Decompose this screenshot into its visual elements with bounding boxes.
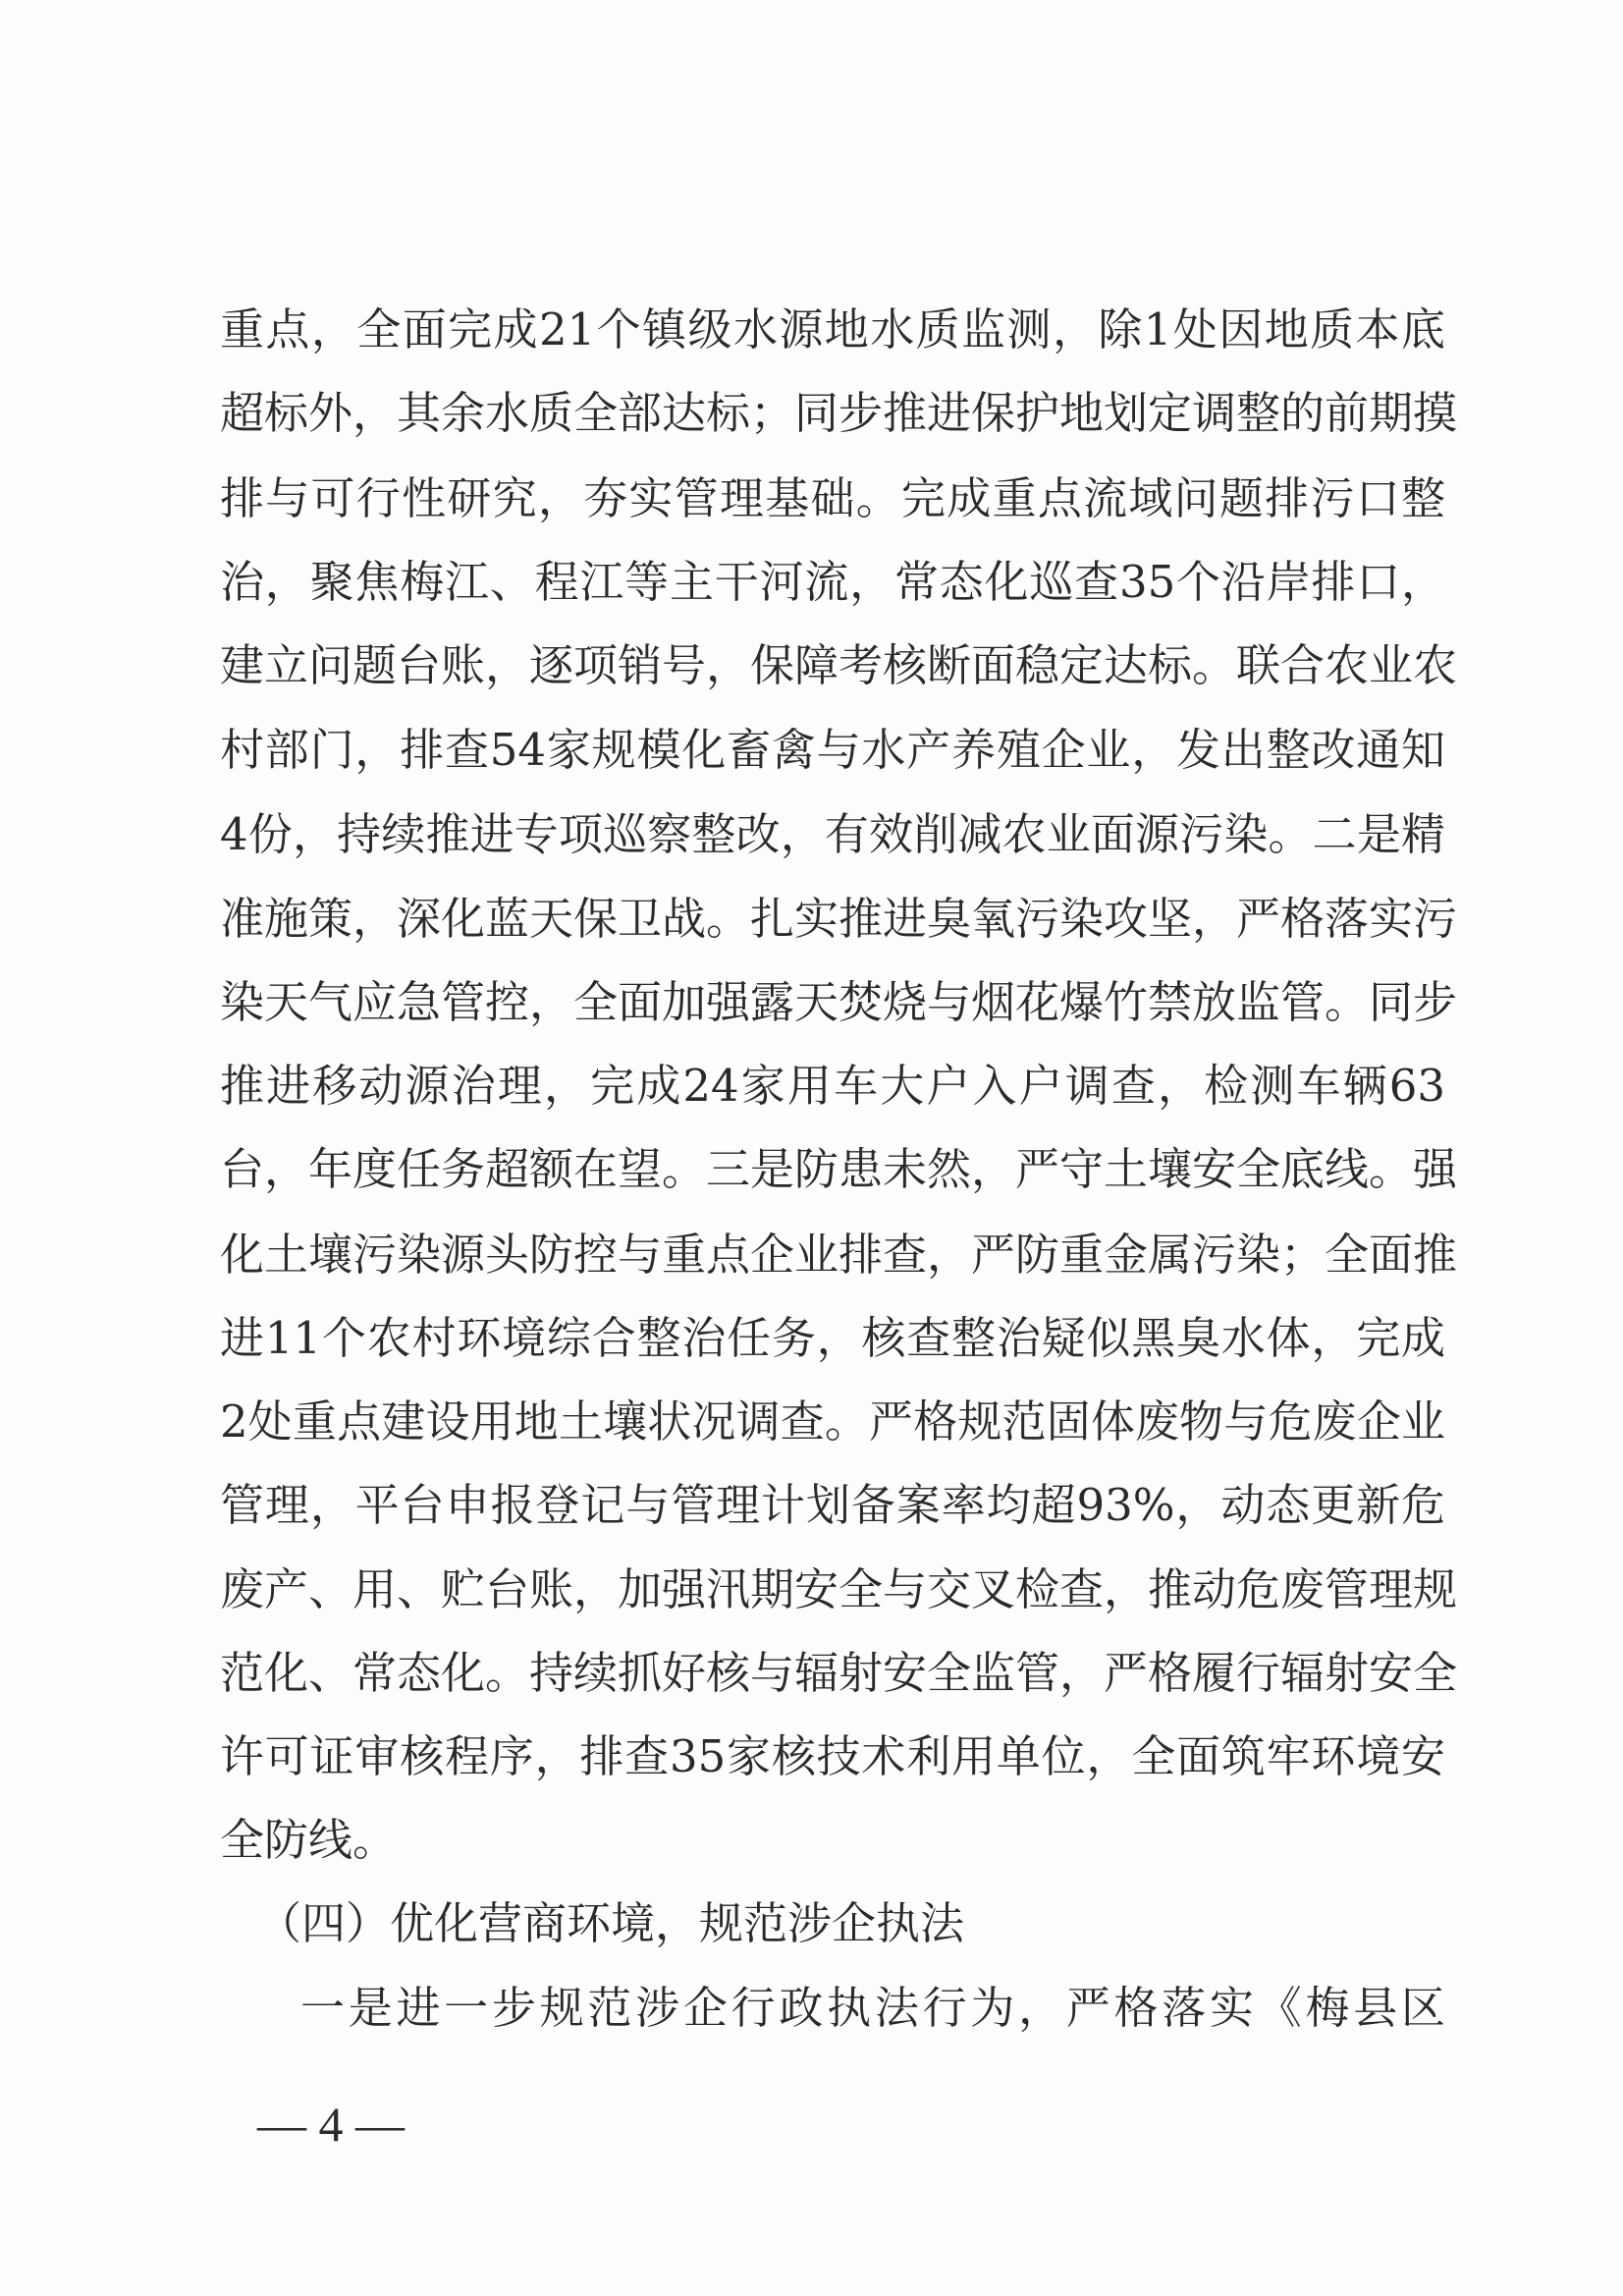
body-line: 进11个农村环境综合整治任务，核查整治疑似黑臭水体，完成: [220, 1312, 1445, 1364]
body-line: 全防线。: [220, 1814, 398, 1866]
body-line: 管理，平台申报登记与管理计划备案率均超93%，动态更新危: [220, 1479, 1445, 1531]
body-line: 染天气应急管控，全面加强露天焚烧与烟花爆竹禁放监管。同步: [220, 976, 1458, 1028]
body-line: 废产、用、贮台账，加强汛期安全与交叉检查，推动危废管理规: [220, 1563, 1458, 1615]
body-line: 4份，持续推进专项巡察整改，有效削减农业面源污染。二是精: [220, 808, 1445, 860]
body-line: 超标外，其余水质全部达标；同步推进保护地划定调整的前期摸: [220, 387, 1458, 439]
body-line: 许可证审核程序，排查35家核技术利用单位，全面筑牢环境安: [220, 1730, 1445, 1782]
body-line: 范化、常态化。持续抓好核与辐射安全监管，严格履行辐射安全: [220, 1647, 1458, 1699]
paragraph-start-line: 一是进一步规范涉企行政执法行为，严格落实《梅县区: [300, 1982, 1445, 2034]
body-line: 2处重点建设用地土壤状况调查。严格规范固体废物与危废企业: [220, 1395, 1445, 1448]
body-line: 治，聚焦梅江、程江等主干河流，常态化巡查35个沿岸排口，: [220, 556, 1445, 608]
body-line: 准施策，深化蓝天保卫战。扎实推进臭氧污染攻坚，严格落实污: [220, 893, 1458, 945]
section-heading: （四）优化营商环境，规范涉企执法: [257, 1897, 965, 1949]
body-line: 重点，全面完成21个镇级水源地水质监测，除1处因地质本底: [220, 303, 1445, 355]
body-line: 台，年度任务超额在望。三是防患未然，严守土壤安全底线。强: [220, 1143, 1458, 1195]
body-line: 化土壤污染源头防控与重点企业排查，严防重金属污染；全面推: [220, 1229, 1458, 1281]
body-line: 推进移动源治理，完成24家用车大户入户调查，检测车辆63: [220, 1060, 1445, 1112]
body-line: 排与可行性研究，夯实管理基础。完成重点流域问题排污口整: [220, 472, 1445, 524]
body-line: 建立问题台账，逐项销号，保障考核断面稳定达标。联合农业农: [220, 639, 1458, 691]
page-number: — 4 —: [257, 2097, 405, 2152]
body-line: 村部门，排查54家规模化畜禽与水产养殖企业，发出整改通知: [220, 724, 1445, 776]
